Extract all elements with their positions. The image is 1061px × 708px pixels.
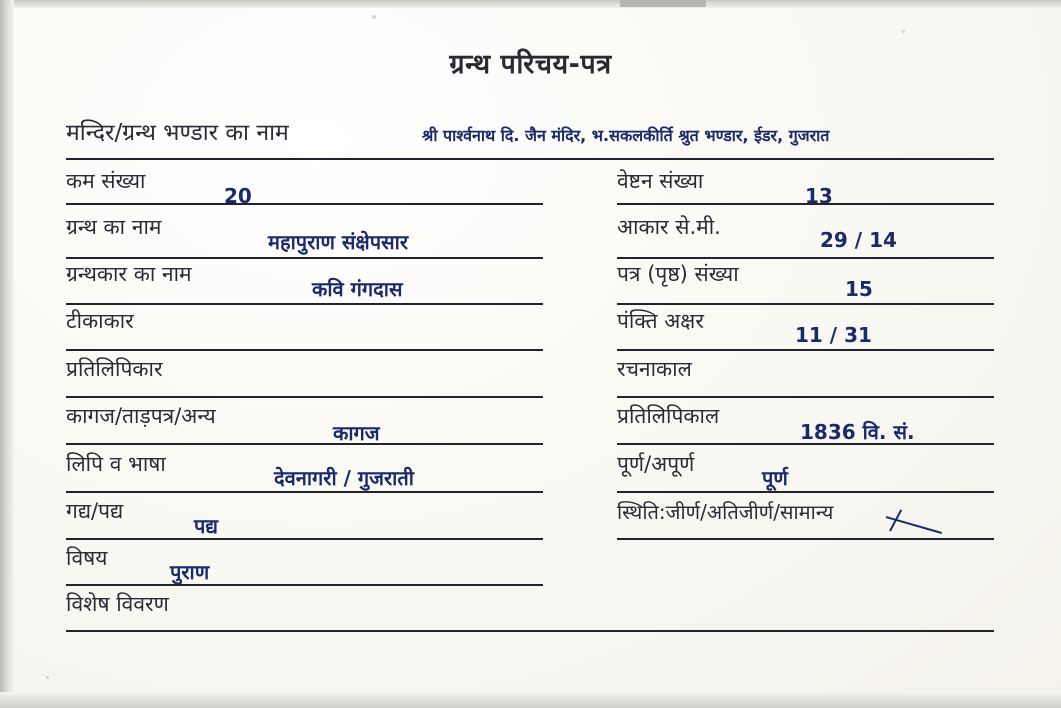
field-value-aakar-cm: 29 / 14: [820, 228, 897, 252]
paper-speck: [372, 15, 376, 19]
field-label-pratilipikal: प्रतिलिपिकाल: [617, 404, 720, 428]
field-value-veshtan-sankhya: 13: [805, 184, 833, 208]
field-label-granth-ka-naam: ग्रन्थ का नाम: [66, 215, 162, 239]
field-label-sthiti: स्थिति:जीर्ण/अतिजीर्ण/सामान्य: [617, 500, 834, 524]
field-value-pankti-akshar: 11 / 31: [795, 323, 872, 347]
field-value-patra-sankhya: 15: [845, 277, 873, 301]
scan-edge-top: [0, 0, 1061, 8]
rule-right-7: [617, 491, 994, 493]
rule-right-1: [617, 203, 994, 205]
page-title: ग्रन्थ परिचय-पत्र: [449, 49, 612, 80]
field-label-pratilipikar: प्रतिलिपिकार: [66, 357, 163, 381]
field-value-purna-apurna: पूर्ण: [762, 466, 788, 490]
rule-left-8: [66, 538, 543, 540]
paper-speck: [46, 676, 49, 679]
rule-left-9: [66, 584, 543, 586]
field-label-kram-sankhya: कम संख्या: [66, 169, 146, 193]
rule-right-2: [617, 257, 994, 259]
field-label-pankti-akshar: पंक्ति अक्षर: [617, 309, 704, 333]
field-value-granthkar-ka-naam: कवि गंगदास: [312, 277, 403, 301]
scan-edge-bottom: [0, 692, 1061, 708]
rule-right-4: [617, 349, 994, 351]
rule-left-6: [66, 443, 543, 445]
paper-speck: [902, 30, 905, 33]
field-value-pratilipikal: 1836 वि. सं.: [800, 420, 915, 444]
rule-left-1: [66, 203, 543, 205]
field-label-patra-sankhya: पत्र (पृष्ठ) संख्या: [617, 262, 739, 286]
rule-right-6: [617, 443, 994, 445]
field-value-kagaj-tadpatra-anya: कागज: [333, 421, 380, 445]
rule-left-7: [66, 491, 543, 493]
field-label-purna-apurna: पूर्ण/अपूर्ण: [617, 452, 695, 476]
rule-right-3: [617, 303, 994, 305]
field-value-kram-sankhya: 20: [224, 184, 252, 208]
rule-right-5: [617, 396, 994, 398]
field-label-vishay: विषय: [66, 546, 108, 570]
field-value-granth-ka-naam: महापुराण संक्षेपसार: [268, 230, 409, 254]
rule-left-2: [66, 257, 543, 259]
rule-right-8: [617, 538, 994, 540]
scan-edge-left: [0, 0, 14, 708]
field-label-veshtan-sankhya: वेष्टन संख्या: [617, 169, 704, 193]
rule-header: [66, 158, 994, 160]
field-label-vishesh-vivaran: विशेष विवरण: [66, 592, 169, 616]
rule-left-4: [66, 349, 543, 351]
field-value-vishay: पुराण: [170, 560, 210, 584]
scan-edge-notch: [620, 0, 706, 7]
field-label-aakar-cm: आकार से.मी.: [617, 215, 721, 239]
field-label-lipi-va-bhasha: लिपि व भाषा: [66, 452, 166, 476]
field-label-granthkar-ka-naam: ग्रन्थकार का नाम: [66, 262, 192, 286]
rule-left-5: [66, 396, 543, 398]
field-label-gadya-padya: गद्य/पद्य: [66, 499, 124, 523]
field-value-gadya-padya: पद्य: [194, 514, 218, 538]
rule-left-3: [66, 303, 543, 305]
field-label-tikakar: टीकाकार: [66, 309, 134, 333]
field-label-rachnakal: रचनाकाल: [617, 357, 692, 381]
rule-left-10: [66, 630, 994, 632]
header-label: मन्दिर/ग्रन्थ भण्डार का नाम: [66, 120, 289, 146]
field-label-kagaj-tadpatra-anya: कागज/ताड़पत्र/अन्य: [66, 404, 216, 428]
field-value-lipi-va-bhasha: देवनागरी / गुजराती: [274, 466, 414, 490]
header-value: श्री पार्श्वनाथ दि. जैन मंदिर, भ.सकलकीर्ति श्रुत भण्डार, ईडर, गुजरात: [422, 126, 830, 145]
